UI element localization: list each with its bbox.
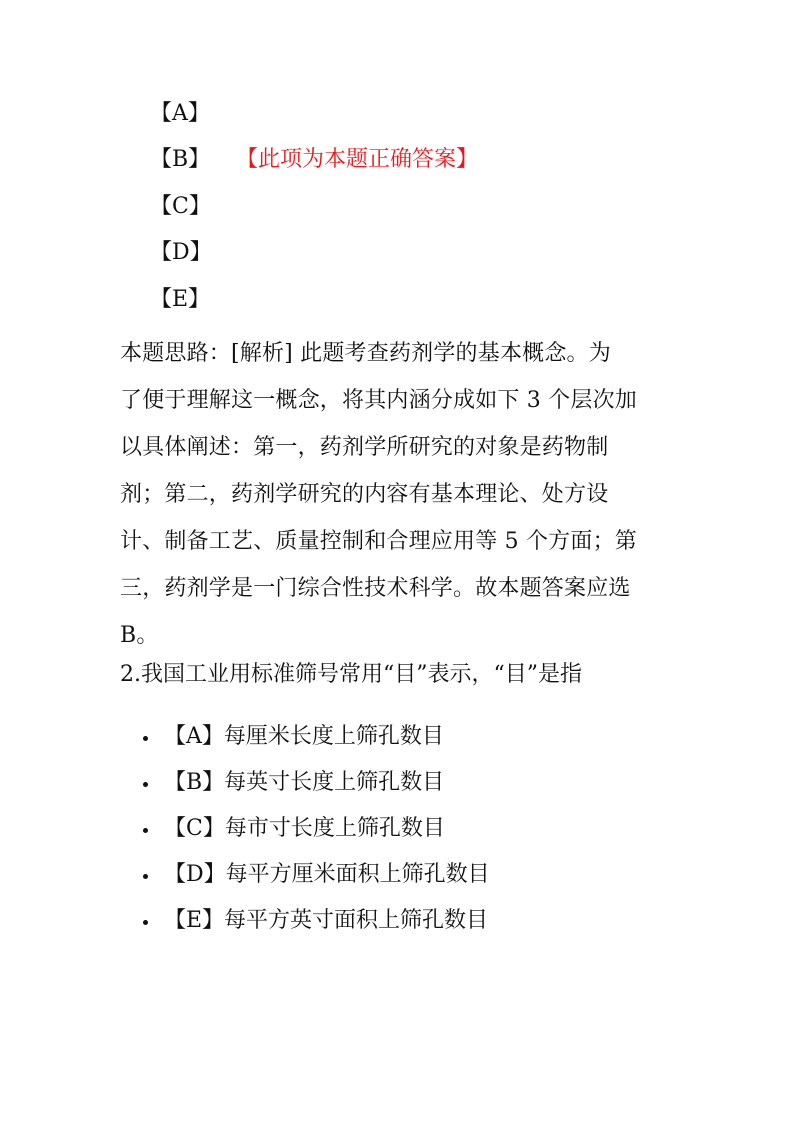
bullet-icon [143, 782, 148, 787]
choice-c[interactable] [140, 814, 490, 860]
choice-a[interactable] [140, 722, 490, 768]
bullet-icon [143, 828, 148, 833]
analysis-line: B。 [120, 623, 159, 648]
choice-d[interactable] [140, 860, 490, 906]
bullet-icon [143, 920, 148, 925]
prev-option-e: 【E】 [150, 287, 211, 312]
choice-label: 【E】每平方英寸面积上筛孔数目 [164, 908, 489, 933]
analysis-line: 本题思路：[解析] 此题考查药剂学的基本概念。为 [120, 341, 611, 366]
answer-choices [140, 722, 490, 952]
analysis-line: 了便于理解这一概念，将其内涵分成如下 3 个层次加 [120, 388, 637, 413]
choice-label: 【C】每市寸长度上筛孔数目 [164, 816, 445, 841]
correct-answer-tag: 【此项为本题正确答案】 [236, 147, 479, 172]
analysis-line: 以具体阐述：第一，药剂学所研究的对象是药物制 [120, 435, 609, 460]
bullet-icon [143, 874, 148, 879]
choice-label: 【D】每平方厘米面积上筛孔数目 [164, 862, 490, 887]
question-text: 2.我国工业用标准筛号常用“目”表示，“目”是指 [120, 662, 582, 687]
prev-option-c: 【C】 [150, 194, 211, 219]
choice-label: 【A】每厘米长度上筛孔数目 [164, 724, 444, 749]
prev-option-b: 【B】 [150, 147, 211, 172]
choice-label: 【B】每英寸长度上筛孔数目 [164, 770, 445, 795]
analysis-line: 计、制备工艺、质量控制和合理应用等 5 个方面；第 [120, 529, 637, 554]
analysis-line: 三，药剂学是一门综合性技术科学。故本题答案应选 [120, 576, 631, 601]
choice-b[interactable] [140, 768, 490, 814]
bullet-icon [143, 736, 148, 741]
prev-option-a: 【A】 [150, 101, 210, 126]
answer-analysis [120, 330, 680, 659]
prev-option-d: 【D】 [150, 240, 212, 265]
choice-e[interactable] [140, 906, 490, 952]
analysis-line: 剂；第二，药剂学研究的内容有基本理论、处方设 [120, 482, 609, 507]
